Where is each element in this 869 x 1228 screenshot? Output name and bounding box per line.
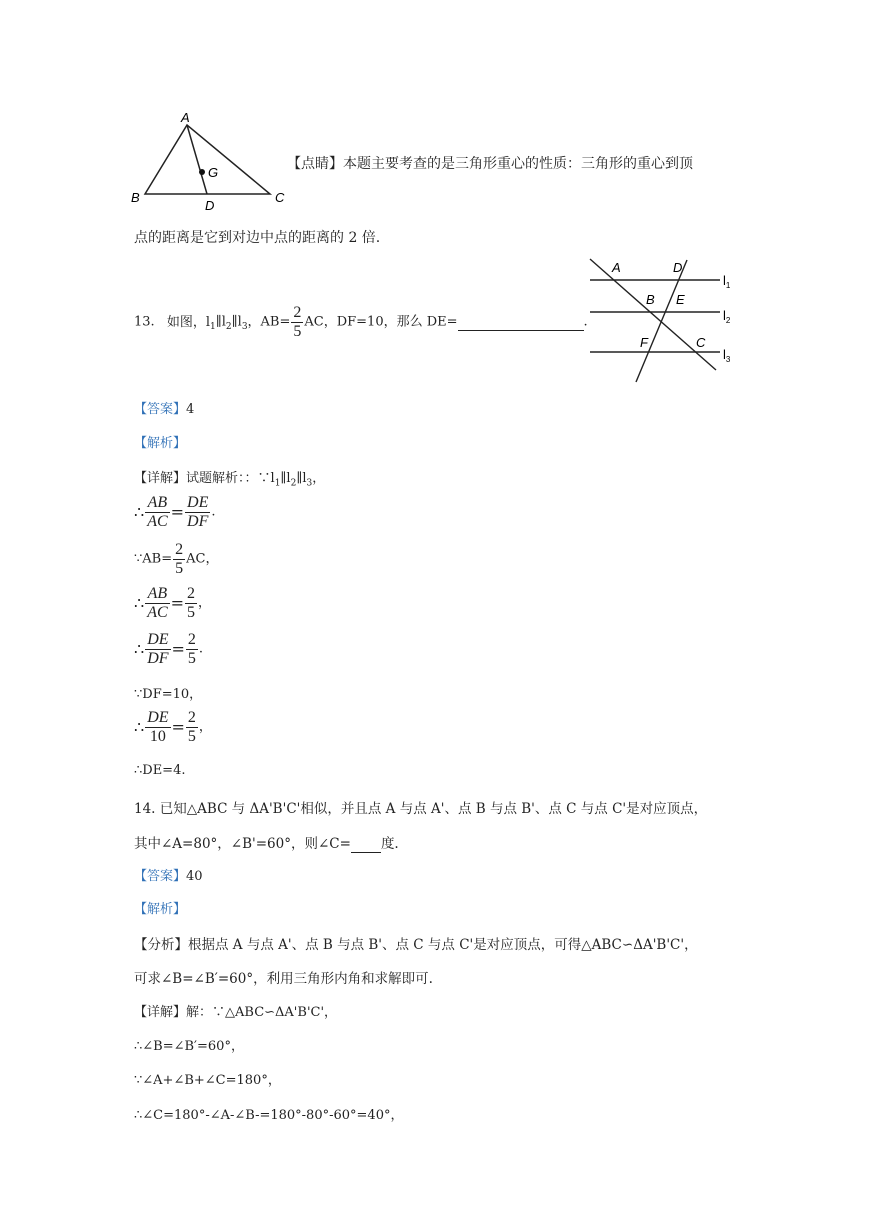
- a13-step5: ∵DF=10，: [134, 687, 203, 702]
- a14-detail-line2: ∴∠B=∠B′=60°，: [134, 1039, 244, 1054]
- label-l3: $l_3$: [723, 347, 731, 364]
- label-c2: C: [696, 335, 706, 350]
- q13-text-before: 如图，l: [166, 314, 210, 330]
- detail-text: 试题解析：：∵l: [186, 471, 275, 486]
- q13-answer-blank: [458, 315, 584, 331]
- label-g: G: [208, 165, 219, 180]
- a13-step4: ∴ $\frac{DE}{DF}$ = $\frac{2}{5}$ .: [134, 631, 204, 667]
- label-e2: E: [676, 292, 685, 307]
- label-a2: A: [612, 260, 621, 275]
- label-f2: F: [640, 335, 648, 350]
- answer-value: 4: [186, 402, 195, 417]
- detail-par2: ∥l: [296, 471, 307, 486]
- q13-number: 13.: [134, 314, 155, 330]
- a14-analysis-line1: 【分析】根据点 A 与点 A'、点 B 与点 B'、点 C 与点 C'是对应顶点，可得△ABC∽ΔA'B'C'，: [134, 937, 698, 953]
- a14-detail-line3: ∵∠A+∠B+∠C=180°，: [134, 1073, 281, 1088]
- a13-step6: ∴ $\frac{DE}{10}$ = $\frac{2}{5}$ ，: [134, 709, 212, 745]
- a13-step1: ∴ $\frac{AB}{AC}$ = $\frac{DE}{DF}$ .: [134, 494, 216, 530]
- q12-comment-line2: 点的距离是它到对边中点的距离的 2 倍.: [134, 230, 381, 246]
- label-l2: $l_2$: [723, 308, 731, 325]
- a13-step3: ∴ $\frac{AB}{AC}$ = $\frac{2}{5}$ ，: [134, 585, 212, 621]
- label-a: A: [181, 110, 190, 125]
- label-d: D: [205, 198, 215, 213]
- q13-fraction: $\frac{2}{5}$: [293, 304, 302, 340]
- detail-end: ，: [312, 471, 326, 486]
- transversal-ac: [590, 259, 716, 370]
- q14-line2: 其中∠A=80°，∠B'=60°，则∠C= 度.: [134, 836, 399, 852]
- triangle-abc: [145, 125, 270, 194]
- label-b2: B: [646, 292, 655, 307]
- transversal-df: [636, 260, 687, 382]
- q13-sub1: 1: [210, 322, 216, 333]
- label-b: B: [131, 190, 140, 205]
- detail-tag: 【详解】: [134, 471, 187, 486]
- q12-comment-line1: 【点睛】本题主要考查的是三角形重心的性质：三角形的重心到顶: [287, 156, 693, 172]
- detail-sub3: 3: [306, 478, 313, 489]
- a14-detail-line1: 【详解】解：∵△ABC∽ΔA'B'C'，: [134, 1005, 338, 1020]
- detail-sub1: 1: [274, 478, 281, 489]
- q13-sub2: 2: [225, 322, 232, 333]
- a14-analysis-tag: 【解析】: [134, 902, 187, 917]
- q13-ab-eq: ，AB=: [247, 314, 291, 330]
- a13-detail: [134, 467, 325, 489]
- label-d2: D: [673, 260, 683, 275]
- a14-answer: 【答案】40: [134, 869, 203, 884]
- a14-analysis-line2: 可求∠B=∠B′=60°，利用三角形内角和求解即可.: [134, 971, 433, 987]
- q13-end: .: [583, 314, 588, 330]
- centroid-point: [199, 169, 205, 175]
- triangle-figure: [125, 110, 295, 215]
- q13-question: [134, 304, 588, 340]
- detail-sub2: 2: [290, 478, 297, 489]
- q14-answer-blank: [351, 836, 381, 853]
- a13-analysis-tag: 【解析】: [134, 436, 187, 451]
- q13-par-b: ∥l: [231, 314, 242, 330]
- answer-tag: 【答案】: [134, 402, 187, 417]
- a13-step2: ∵AB= $\frac{2}{5}$ AC，: [134, 541, 219, 577]
- a14-detail-line4: ∴∠C=180°-∠A-∠B-=180°-80°-60°=40°，: [134, 1108, 404, 1123]
- q13-after-frac: AC，DF=10，那么 DE=: [304, 314, 458, 330]
- label-c: C: [275, 190, 285, 205]
- q13-par-a: ∥l: [215, 314, 226, 330]
- a13-answer: [134, 398, 194, 417]
- q13-sub3: 3: [241, 322, 248, 333]
- median-ad: [187, 125, 207, 194]
- q14-line1: 14. 已知△ABC 与 ΔA'B'C'相似，并且点 A 与点 A'、点 B 与点 B'、点 C 与点 C'是对应顶点，: [134, 801, 708, 817]
- parallel-lines-figure: [584, 254, 744, 386]
- label-l1: $l_1$: [723, 273, 731, 290]
- a13-step7: ∴DE=4.: [134, 763, 186, 778]
- detail-par1: ∥l: [280, 471, 291, 486]
